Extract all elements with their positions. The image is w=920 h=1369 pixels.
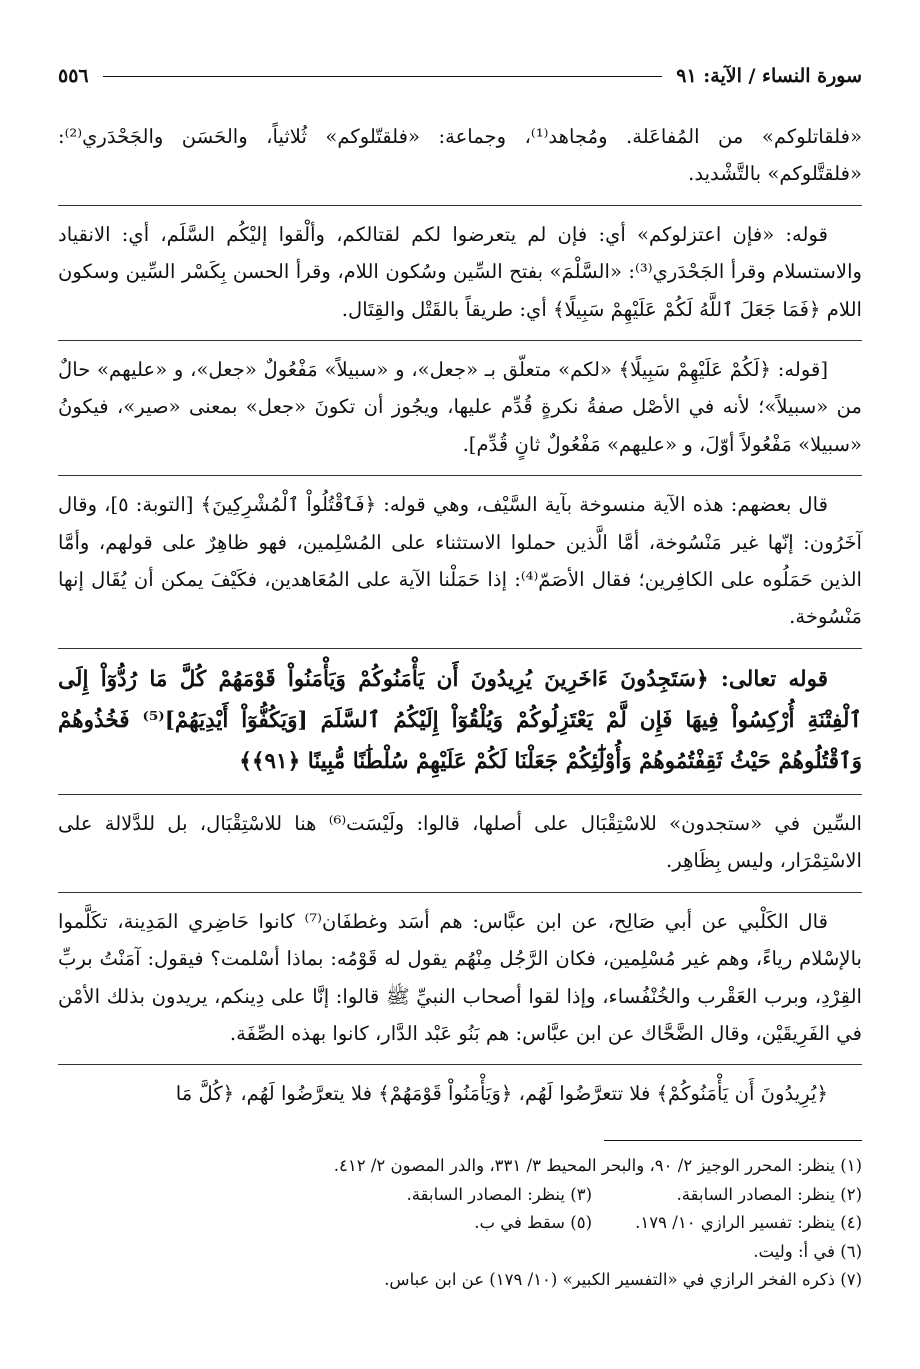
footnote-row xyxy=(58,1209,862,1238)
footnote: (٧) ذكره الفخر الرازي في «التفسير الكبير» (١٠/ ١٧٩) عن ابن عباس. xyxy=(384,1270,862,1289)
footnote-rule xyxy=(604,1140,862,1141)
page-header xyxy=(58,56,862,96)
footnote-row xyxy=(58,1181,862,1210)
footnote: (٥) سقط في ب. xyxy=(474,1213,592,1232)
quran-verse-block xyxy=(58,659,862,782)
verse-lead: قوله تعالى: xyxy=(720,666,828,692)
paragraph-divider xyxy=(58,475,862,476)
paragraph-divider xyxy=(58,648,862,649)
paragraph: قال بعضهم: هذه الآية منسوخة بآية السَّيْف، وهي قوله: ﴿فَٱقْتُلُواْ ٱلْمُشْرِكِينَ﴾ [التوبة: ٥]، وقال آخَرُون: إنّها غير مَنْسُوخة، أمَّا الَّذين حملوا الاستثناء على المُسْلِمين، فهو ظاهِرٌ على قولهم، وأمَّا الذين حَمَلُوه على الكافِرين؛ فقال الأصَمّ⁽⁴⁾: إذا حَمَلْنا الآية على المُعَاهدين، فكَيْفَ يمكن أن يُقَال إنها مَنْسُوخة. xyxy=(58,493,862,629)
verse-text: ﴿سَتَجِدُونَ ءَاخَرِينَ يُرِيدُونَ أَن يَأْمَنُوكُمْ وَيَأْمَنُواْ قَوْمَهُمْ كُلَّ مَا رُدُّوٓاْ إِلَى ٱلْفِتْنَةِ أُرْكِسُواْ فِيهَا فَإِن لَّمْ يَعْتَزِلُوكُمْ وَيُلْقُوٓاْ إِلَيْكُمُ ٱلسَّلَمَ [وَيَكُفُّوٓاْ أَيْدِيَهُمْ]⁽⁵⁾ فَخُذُوهُمْ وَٱقْتُلُوهُمْ حَيْثُ ثَقِفْتُمُوهُمْ وَأُوْلَٰٓئِكُمْ جَعَلْنَا لَكُمْ عَلَيْهِمْ سُلْطَٰنًا مُّبِينًا ﴿٩١﴾﴾ xyxy=(58,666,862,774)
header-rule xyxy=(103,76,663,77)
paragraph: السِّين في «ستجدون» للاسْتِقْبَال على أصلها، قالوا: ولَيْسَت⁽⁶⁾ هنا للاسْتِقْبَال، بل للدَّلالة على الاسْتِمْرَار، وليس بِظَاهِر. xyxy=(58,811,862,873)
paragraph-divider xyxy=(58,205,862,206)
footnote: (٢) ينظر: المصادر السابقة. xyxy=(676,1184,862,1204)
main-text xyxy=(58,118,862,1125)
footnote: (١) ينظر: المحرر الوجيز ٢/ ٩٠، والبحر المحيط ٣/ ٣٣١، والدر المصون ٢/ ٤١٢. xyxy=(333,1156,862,1175)
footnote: (٤) ينظر: تفسير الرازي ١٠/ ١٧٩. xyxy=(635,1213,862,1232)
paragraph: [قوله: ﴿لَكُمْ عَلَيْهِمْ سَبِيلًا﴾ «لكم» متعلّق بـ «جعل»، و «سبيلاً» مَفْعُولٌ «جعل»، و «عليهم» حالٌ من «سبيلاً»؛ لأنه في الأصْل صفةُ نكرةٍ قُدِّم عليها، ويجُوز أن تكونَ «جعل» بمعنى «صير»، فيكونُ «سبيلا» مَفْعُولاً أوّلَ، و «عليهم» مَفْعُولٌ ثانٍ قُدِّم]. xyxy=(58,358,862,456)
paragraph: ﴿يُرِيدُونَ أَن يَأْمَنُوكُمْ﴾ فلا تتعرَّضُوا لَهُم، ﴿وَيَأْمَنُواْ قَوْمَهُمْ﴾ فلا يتعرَّضُوا لَهُم، ﴿كُلَّ مَا xyxy=(175,1082,828,1106)
paragraph-divider xyxy=(58,340,862,341)
paragraph-divider xyxy=(58,892,862,893)
paragraph: «فلقاتلوكم» من المُفاعَلة. ومُجاهد⁽¹⁾، وجماعة: «فلقتّلوكم» ثُلاثياً، والحَسَن والجَحْدَري⁽²⁾: «فلقتَّلوكم» بالتَّشْديد. xyxy=(58,125,862,186)
paragraph: قوله: «فإن اعتزلوكم» أي: فإن لم يتعرضوا لكم لقتالكم، وألْقوا إليْكُم السَّلَم، أي: الانقياد والاستسلام وقرأ الجَحْدَري⁽³⁾: «السَّلْمَ» بفتح السِّين وسُكون اللام، وقرأ الحسن بِكَسْر السِّين وسكون اللام ﴿فَمَا جَعَلَ ٱللَّهُ لَكُمْ عَلَيْهِمْ سَبِيلًا﴾ أي: طريقاً بالقَتْل والقِتَال. xyxy=(58,222,863,321)
paragraph-divider xyxy=(58,1064,862,1065)
footnote: (٣) ينظر: المصادر السابقة. xyxy=(406,1184,592,1204)
paragraph-divider xyxy=(58,794,862,795)
footnote: (٦) في أ: وليت. xyxy=(753,1241,862,1261)
page-number: ٥٥٦ xyxy=(58,65,89,87)
footnotes xyxy=(58,1152,862,1295)
paragraph: قال الكَلْبي عن أبي صَالِح، عن ابن عبَّاس: هم أسَد وغطفَان⁽⁷⁾ كانوا حَاضِري المَدِينة، تكَلَّموا بالإسْلام رياءً، وهم غير مُسْلِمين، فكان الرَّجُل مِنْهُم يقول له قَوْمُه: بماذا أسْلمت؟ فيقول: آمَنْتُ بربِّ القِرْدِ، وبرب العَقْرب والخُنْفُساء، وإذا لقوا أصحاب النبيِّ ﷺ قالوا: إنَّا على دِينكم، يريدون بذلك الأمْن في الفَرِيقَيْن، وقال الضَّحَّاك عن ابن عبَّاس: هم بَنُو عَبْد الدَّار، كانوا بهذه الصِّفَة. xyxy=(58,909,862,1045)
running-title: سورة النساء / الآية: ٩١ xyxy=(676,65,862,87)
